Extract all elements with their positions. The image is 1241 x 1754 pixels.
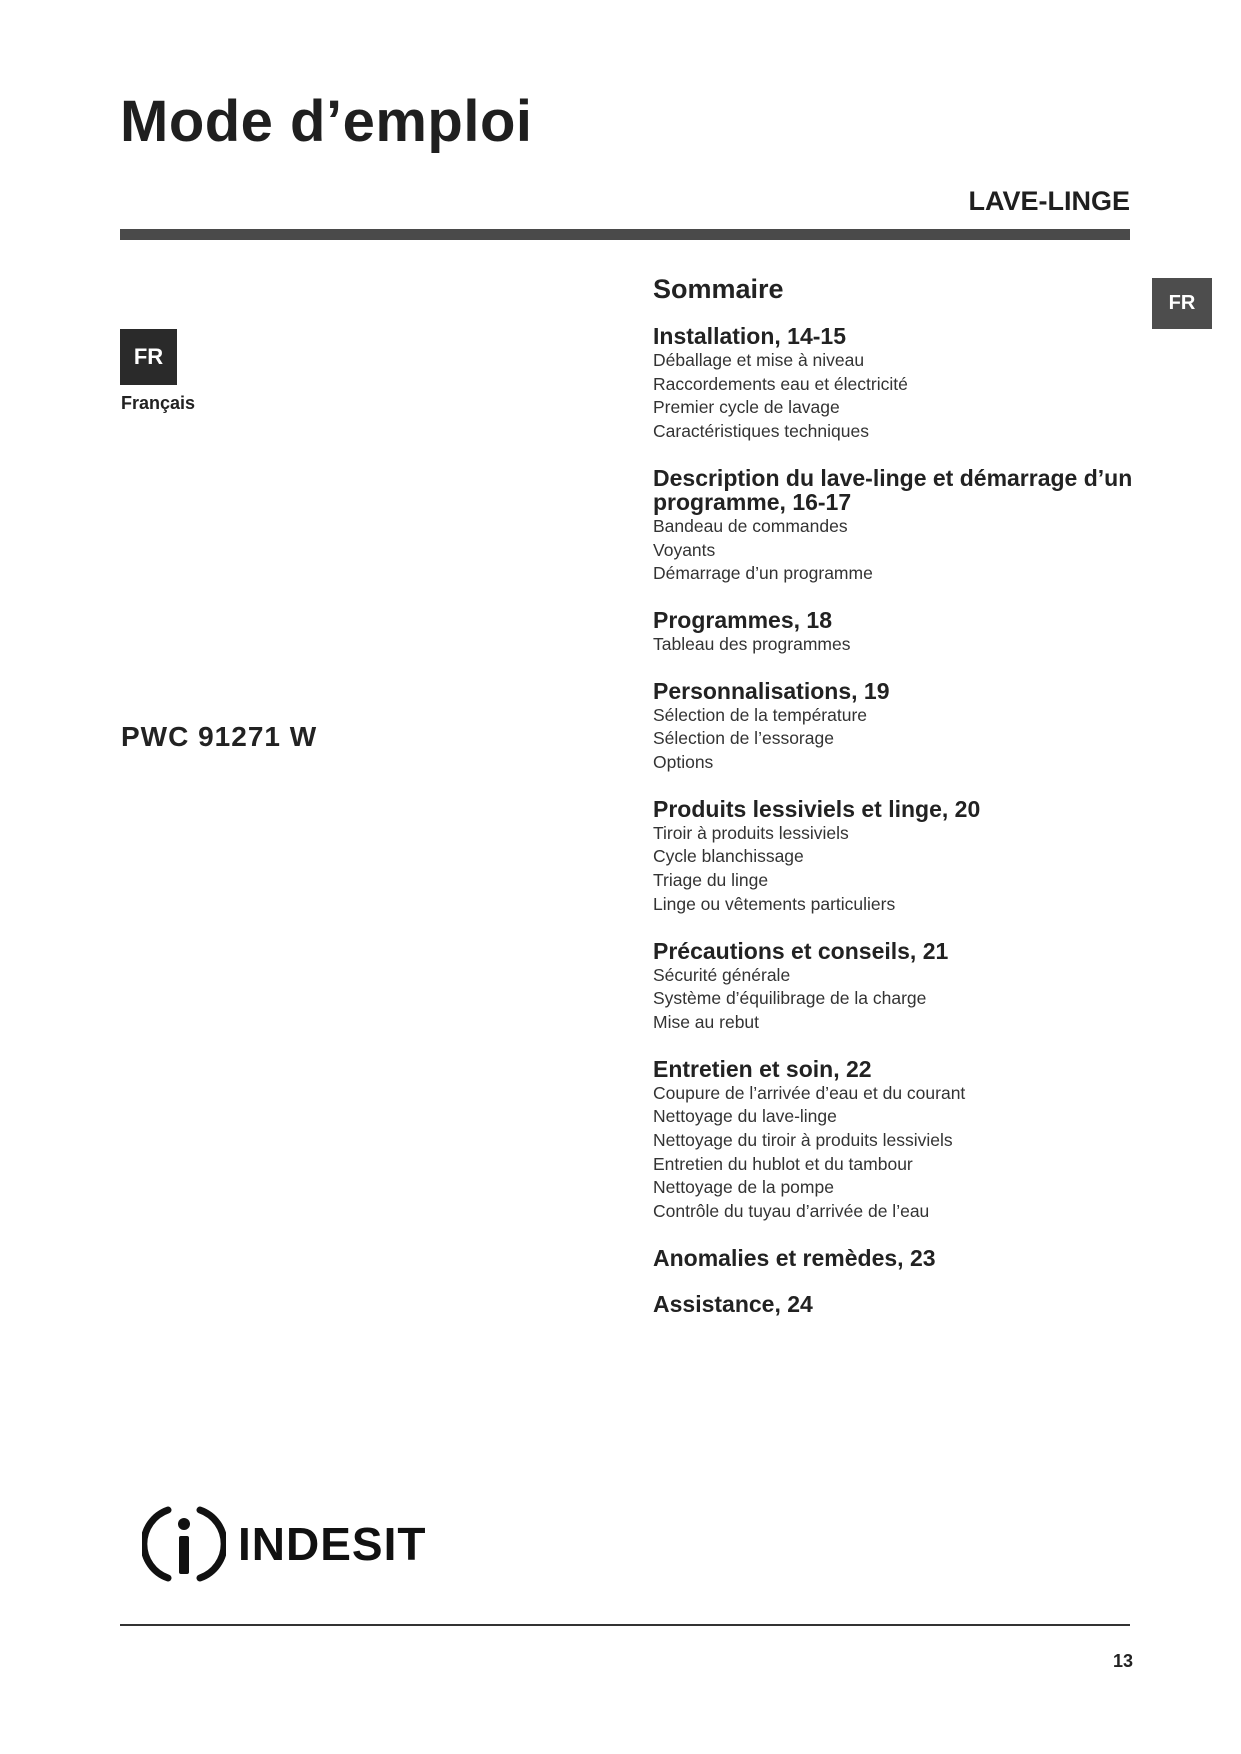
language-side-tab: FR — [1152, 278, 1212, 329]
brand-logo — [142, 1504, 426, 1584]
toc-section-heading: Anomalies et remèdes, 23 — [653, 1244, 936, 1271]
indesit-logo-icon — [142, 1502, 226, 1586]
product-type: LAVE-LINGE — [968, 186, 1130, 216]
toc-item: Sélection de la température — [653, 704, 868, 725]
toc-item: Démarrage d’un programme — [653, 563, 873, 584]
page-title: Mode d’emploi — [120, 89, 533, 154]
toc-section-heading: Entretien et soin, 22 — [653, 1055, 872, 1082]
toc-section — [653, 608, 1133, 657]
toc-item: Mise au rebut — [653, 1011, 760, 1032]
toc-item: Sécurité générale — [653, 964, 791, 985]
toc-section — [653, 679, 1133, 775]
toc-item: Caractéristiques techniques — [653, 421, 869, 442]
footer-divider — [120, 1624, 1130, 1626]
toc-section — [653, 466, 1133, 586]
toc-title: Sommaire — [653, 274, 784, 304]
toc-section-heading: Programmes, 18 — [653, 606, 832, 633]
toc-item: Tableau des programmes — [653, 633, 851, 654]
toc-item: Tiroir à produits lessiviels — [653, 822, 849, 843]
toc-section — [653, 797, 1133, 917]
language-code-badge: FR — [120, 329, 177, 385]
toc-item: Premier cycle de lavage — [653, 397, 840, 418]
toc-section-heading: Personnalisations, 19 — [653, 677, 890, 704]
toc-item: Sélection de l’essorage — [653, 728, 834, 749]
toc-section-heading: Description du lave-linge et démarrage d’un programme, 16-17 — [653, 464, 1133, 515]
toc-item: Cycle blanchissage — [653, 846, 804, 867]
toc-item: Nettoyage du tiroir à produits lessiviels — [653, 1130, 953, 1151]
toc-section — [653, 1292, 1133, 1316]
toc-section — [653, 1057, 1133, 1224]
toc-item: Contrôle du tuyau d’arrivée de l’eau — [653, 1201, 930, 1222]
toc-item: Voyants — [653, 539, 716, 560]
toc-item: Bandeau de commandes — [653, 515, 848, 536]
table-of-contents — [653, 272, 1133, 1338]
toc-item: Entretien du hublot et du tambour — [653, 1153, 913, 1174]
toc-item: Coupure de l’arrivée d’eau et du courant — [653, 1082, 966, 1103]
toc-section-heading: Installation, 14-15 — [653, 323, 847, 349]
toc-item: Nettoyage du lave-linge — [653, 1106, 837, 1127]
toc-section — [653, 324, 1133, 444]
toc-item: Triage du linge — [653, 870, 769, 891]
toc-item: Options — [653, 752, 714, 773]
toc-section-heading: Produits lessiviels et linge, 20 — [653, 795, 981, 822]
toc-section — [653, 1246, 1133, 1270]
page-number: 13 — [1112, 1651, 1133, 1671]
toc-section-heading: Assistance, 24 — [653, 1290, 813, 1317]
toc-item: Système d’équilibrage de la charge — [653, 988, 927, 1009]
language-name: Français — [121, 393, 196, 413]
toc-item: Nettoyage de la pompe — [653, 1177, 834, 1198]
brand-name: INDESIT — [238, 1518, 427, 1570]
toc-section — [653, 939, 1133, 1035]
toc-item: Raccordements eau et électricité — [653, 373, 908, 394]
toc-item: Déballage et mise à niveau — [653, 350, 865, 370]
header-divider — [120, 229, 1130, 240]
model-number: PWC 91271 W — [121, 721, 318, 752]
toc-section-heading: Précautions et conseils, 21 — [653, 937, 949, 964]
toc-item: Linge ou vêtements particuliers — [653, 893, 896, 914]
toc-sections — [653, 324, 1133, 1316]
